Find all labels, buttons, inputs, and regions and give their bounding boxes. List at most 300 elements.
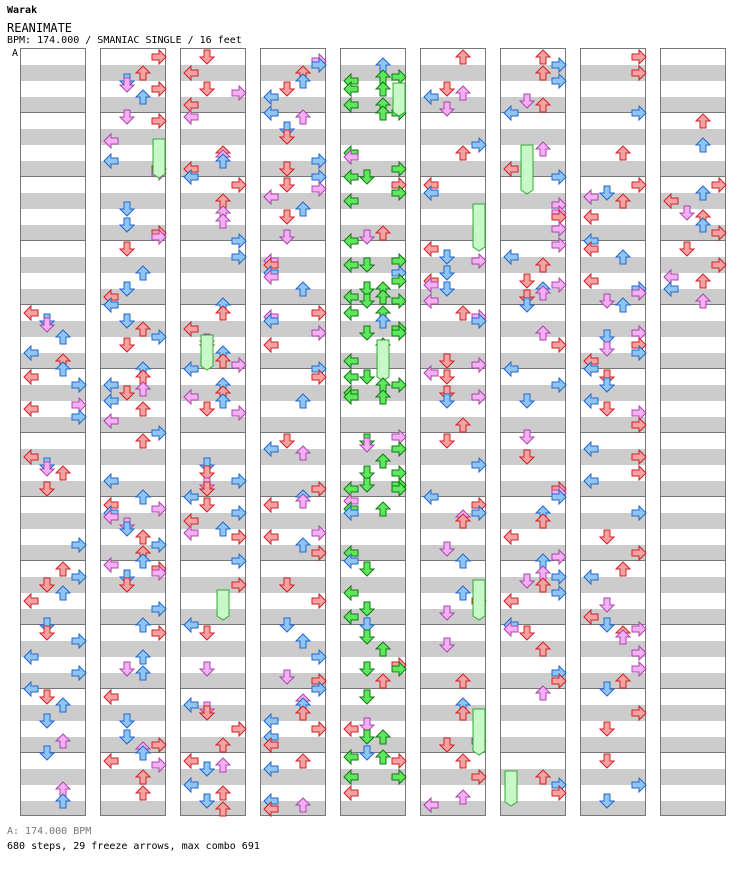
up-arrow-icon (456, 706, 470, 720)
down-arrow-icon (520, 430, 534, 444)
down-arrow-icon (40, 626, 54, 640)
right-arrow-icon (632, 706, 646, 720)
left-arrow-icon (104, 414, 118, 428)
down-arrow-icon (40, 578, 54, 592)
right-arrow-icon (552, 238, 566, 252)
chart-column (20, 48, 86, 816)
left-arrow-icon (584, 570, 598, 584)
down-arrow-icon (440, 638, 454, 652)
left-arrow-icon (184, 110, 198, 124)
up-arrow-icon (136, 666, 150, 680)
down-arrow-icon (120, 282, 134, 296)
right-arrow-icon (312, 546, 326, 560)
up-arrow-icon (296, 394, 310, 408)
down-arrow-icon (40, 714, 54, 728)
down-arrow-icon (280, 130, 294, 144)
up-arrow-icon (296, 446, 310, 460)
note-layer (261, 49, 327, 817)
down-arrow-icon (440, 282, 454, 296)
down-arrow-icon (360, 438, 374, 452)
right-arrow-icon (312, 182, 326, 196)
note-layer (181, 49, 247, 817)
left-arrow-icon (184, 66, 198, 80)
right-arrow-icon (72, 410, 86, 424)
note-layer (21, 49, 87, 817)
right-arrow-icon (152, 758, 166, 772)
up-arrow-icon (216, 354, 230, 368)
left-arrow-icon (664, 282, 678, 296)
freeze-arrow-icon (473, 580, 485, 620)
left-arrow-icon (24, 402, 38, 416)
right-arrow-icon (232, 234, 246, 248)
down-arrow-icon (280, 578, 294, 592)
right-arrow-icon (72, 634, 86, 648)
note-layer (661, 49, 727, 817)
up-arrow-icon (296, 754, 310, 768)
left-arrow-icon (104, 474, 118, 488)
up-arrow-icon (536, 578, 550, 592)
up-arrow-icon (216, 738, 230, 752)
left-arrow-icon (184, 698, 198, 712)
down-arrow-icon (280, 670, 294, 684)
down-arrow-icon (440, 370, 454, 384)
left-arrow-icon (264, 190, 278, 204)
left-arrow-icon (504, 530, 518, 544)
down-arrow-icon (360, 630, 374, 644)
left-arrow-icon (424, 242, 438, 256)
chart-column (340, 48, 406, 816)
right-arrow-icon (392, 294, 406, 308)
down-arrow-icon (440, 434, 454, 448)
down-arrow-icon (120, 338, 134, 352)
up-arrow-icon (216, 306, 230, 320)
right-arrow-icon (632, 178, 646, 192)
right-arrow-icon (712, 178, 726, 192)
up-arrow-icon (536, 142, 550, 156)
up-arrow-icon (376, 290, 390, 304)
down-arrow-icon (200, 762, 214, 776)
step-statistics: 680 steps, 29 freeze arrows, max combo 691 (7, 841, 260, 852)
left-arrow-icon (24, 594, 38, 608)
down-arrow-icon (600, 294, 614, 308)
down-arrow-icon (200, 662, 214, 676)
down-arrow-icon (40, 746, 54, 760)
down-arrow-icon (360, 326, 374, 340)
down-arrow-icon (440, 394, 454, 408)
up-arrow-icon (456, 586, 470, 600)
up-arrow-icon (136, 786, 150, 800)
up-arrow-icon (616, 674, 630, 688)
up-arrow-icon (136, 650, 150, 664)
note-layer (581, 49, 647, 817)
up-arrow-icon (216, 802, 230, 816)
down-arrow-icon (360, 746, 374, 760)
left-arrow-icon (104, 394, 118, 408)
down-arrow-icon (360, 730, 374, 744)
left-arrow-icon (24, 682, 38, 696)
right-arrow-icon (632, 622, 646, 636)
right-arrow-icon (232, 358, 246, 372)
up-arrow-icon (456, 306, 470, 320)
down-arrow-icon (280, 618, 294, 632)
up-arrow-icon (136, 66, 150, 80)
up-arrow-icon (56, 562, 70, 576)
up-arrow-icon (56, 586, 70, 600)
artist-name: Warak (7, 5, 38, 16)
down-arrow-icon (440, 82, 454, 96)
right-arrow-icon (632, 506, 646, 520)
right-arrow-icon (152, 538, 166, 552)
left-arrow-icon (104, 558, 118, 572)
right-arrow-icon (552, 378, 566, 392)
left-arrow-icon (104, 690, 118, 704)
up-arrow-icon (296, 74, 310, 88)
up-arrow-icon (296, 202, 310, 216)
right-arrow-icon (232, 506, 246, 520)
left-arrow-icon (24, 346, 38, 360)
up-arrow-icon (456, 50, 470, 64)
down-arrow-icon (200, 482, 214, 496)
right-arrow-icon (232, 578, 246, 592)
left-arrow-icon (344, 786, 358, 800)
down-arrow-icon (520, 394, 534, 408)
up-arrow-icon (456, 674, 470, 688)
freeze-arrow-icon (521, 145, 533, 194)
down-arrow-icon (600, 722, 614, 736)
down-arrow-icon (360, 478, 374, 492)
up-arrow-icon (296, 110, 310, 124)
right-arrow-icon (232, 474, 246, 488)
right-arrow-icon (72, 378, 86, 392)
right-arrow-icon (232, 86, 246, 100)
right-arrow-icon (312, 722, 326, 736)
up-arrow-icon (536, 66, 550, 80)
left-arrow-icon (504, 106, 518, 120)
left-arrow-icon (264, 714, 278, 728)
left-arrow-icon (24, 306, 38, 320)
up-arrow-icon (616, 562, 630, 576)
up-arrow-icon (136, 322, 150, 336)
up-arrow-icon (56, 362, 70, 376)
down-arrow-icon (600, 794, 614, 808)
left-arrow-icon (504, 362, 518, 376)
left-arrow-icon (104, 754, 118, 768)
right-arrow-icon (552, 74, 566, 88)
up-arrow-icon (536, 514, 550, 528)
left-arrow-icon (424, 366, 438, 380)
right-arrow-icon (152, 502, 166, 516)
left-arrow-icon (344, 258, 358, 272)
right-arrow-icon (312, 650, 326, 664)
up-arrow-icon (136, 490, 150, 504)
up-arrow-icon (136, 530, 150, 544)
left-arrow-icon (264, 762, 278, 776)
right-arrow-icon (632, 450, 646, 464)
up-arrow-icon (376, 674, 390, 688)
left-arrow-icon (424, 490, 438, 504)
left-arrow-icon (104, 154, 118, 168)
up-arrow-icon (536, 686, 550, 700)
left-arrow-icon (504, 162, 518, 176)
right-arrow-icon (632, 50, 646, 64)
freeze-arrow-icon (473, 204, 485, 251)
down-arrow-icon (360, 370, 374, 384)
left-arrow-icon (344, 194, 358, 208)
down-arrow-icon (360, 662, 374, 676)
up-arrow-icon (376, 502, 390, 516)
down-arrow-icon (600, 402, 614, 416)
chart-column (500, 48, 566, 816)
down-arrow-icon (600, 378, 614, 392)
right-arrow-icon (552, 170, 566, 184)
right-arrow-icon (72, 570, 86, 584)
left-arrow-icon (264, 338, 278, 352)
down-arrow-icon (280, 162, 294, 176)
down-arrow-icon (440, 102, 454, 116)
right-arrow-icon (232, 178, 246, 192)
left-arrow-icon (344, 290, 358, 304)
right-arrow-icon (232, 530, 246, 544)
right-arrow-icon (712, 258, 726, 272)
down-arrow-icon (600, 342, 614, 356)
right-arrow-icon (552, 550, 566, 564)
up-arrow-icon (696, 274, 710, 288)
down-arrow-icon (120, 578, 134, 592)
right-arrow-icon (152, 602, 166, 616)
left-arrow-icon (584, 210, 598, 224)
right-arrow-icon (392, 770, 406, 784)
up-arrow-icon (296, 538, 310, 552)
up-arrow-icon (376, 642, 390, 656)
up-arrow-icon (376, 314, 390, 328)
freeze-arrow-icon (377, 340, 389, 381)
left-arrow-icon (184, 322, 198, 336)
note-layer (341, 49, 407, 817)
up-arrow-icon (616, 194, 630, 208)
down-arrow-icon (520, 274, 534, 288)
up-arrow-icon (616, 250, 630, 264)
up-arrow-icon (376, 730, 390, 744)
up-arrow-icon (456, 754, 470, 768)
left-arrow-icon (184, 618, 198, 632)
down-arrow-icon (680, 206, 694, 220)
right-arrow-icon (312, 154, 326, 168)
right-arrow-icon (632, 418, 646, 432)
note-layer (421, 49, 487, 817)
down-arrow-icon (520, 574, 534, 588)
right-arrow-icon (552, 338, 566, 352)
down-arrow-icon (360, 170, 374, 184)
up-arrow-icon (536, 98, 550, 112)
down-arrow-icon (360, 294, 374, 308)
left-arrow-icon (104, 378, 118, 392)
right-arrow-icon (712, 226, 726, 240)
up-arrow-icon (216, 214, 230, 228)
left-arrow-icon (584, 274, 598, 288)
down-arrow-icon (440, 738, 454, 752)
left-arrow-icon (184, 526, 198, 540)
down-arrow-icon (520, 94, 534, 108)
up-arrow-icon (536, 50, 550, 64)
bpm-summary: A: 174.000 BPM (7, 826, 92, 837)
up-arrow-icon (376, 454, 390, 468)
up-arrow-icon (536, 326, 550, 340)
down-arrow-icon (440, 354, 454, 368)
down-arrow-icon (40, 462, 54, 476)
down-arrow-icon (120, 386, 134, 400)
left-arrow-icon (344, 306, 358, 320)
down-arrow-icon (280, 178, 294, 192)
left-arrow-icon (344, 354, 358, 368)
right-arrow-icon (392, 162, 406, 176)
left-arrow-icon (584, 190, 598, 204)
note-layer (101, 49, 167, 817)
left-arrow-icon (584, 474, 598, 488)
up-arrow-icon (456, 790, 470, 804)
up-arrow-icon (296, 706, 310, 720)
up-arrow-icon (376, 106, 390, 120)
chart-column (420, 48, 486, 816)
right-arrow-icon (552, 58, 566, 72)
chart-column (580, 48, 646, 816)
down-arrow-icon (440, 542, 454, 556)
up-arrow-icon (696, 186, 710, 200)
up-arrow-icon (376, 750, 390, 764)
chart-column (660, 48, 726, 816)
right-arrow-icon (312, 306, 326, 320)
left-arrow-icon (424, 90, 438, 104)
down-arrow-icon (280, 434, 294, 448)
up-arrow-icon (136, 90, 150, 104)
up-arrow-icon (296, 798, 310, 812)
right-arrow-icon (152, 330, 166, 344)
up-arrow-icon (136, 266, 150, 280)
left-arrow-icon (664, 194, 678, 208)
down-arrow-icon (200, 402, 214, 416)
up-arrow-icon (696, 114, 710, 128)
right-arrow-icon (552, 570, 566, 584)
right-arrow-icon (392, 378, 406, 392)
left-arrow-icon (344, 722, 358, 736)
down-arrow-icon (40, 318, 54, 332)
down-arrow-icon (520, 626, 534, 640)
right-arrow-icon (72, 666, 86, 680)
right-arrow-icon (552, 222, 566, 236)
right-arrow-icon (232, 722, 246, 736)
up-arrow-icon (296, 282, 310, 296)
down-arrow-icon (600, 186, 614, 200)
up-arrow-icon (376, 390, 390, 404)
right-arrow-icon (392, 754, 406, 768)
down-arrow-icon (280, 82, 294, 96)
left-arrow-icon (24, 450, 38, 464)
left-arrow-icon (264, 106, 278, 120)
down-arrow-icon (360, 690, 374, 704)
down-arrow-icon (600, 618, 614, 632)
down-arrow-icon (280, 230, 294, 244)
right-arrow-icon (472, 358, 486, 372)
left-arrow-icon (344, 234, 358, 248)
chart-column (260, 48, 326, 816)
up-arrow-icon (456, 418, 470, 432)
down-arrow-icon (200, 706, 214, 720)
right-arrow-icon (152, 82, 166, 96)
right-arrow-icon (632, 466, 646, 480)
left-arrow-icon (344, 770, 358, 784)
up-arrow-icon (456, 86, 470, 100)
up-arrow-icon (216, 786, 230, 800)
right-arrow-icon (472, 390, 486, 404)
up-arrow-icon (536, 258, 550, 272)
right-arrow-icon (232, 250, 246, 264)
right-arrow-icon (552, 278, 566, 292)
down-arrow-icon (200, 50, 214, 64)
left-arrow-icon (24, 650, 38, 664)
down-arrow-icon (40, 690, 54, 704)
freeze-arrow-icon (217, 590, 229, 620)
down-arrow-icon (200, 626, 214, 640)
up-arrow-icon (536, 642, 550, 656)
left-arrow-icon (184, 390, 198, 404)
down-arrow-icon (120, 714, 134, 728)
down-arrow-icon (200, 498, 214, 512)
down-arrow-icon (120, 522, 134, 536)
down-arrow-icon (120, 110, 134, 124)
right-arrow-icon (152, 626, 166, 640)
right-arrow-icon (472, 138, 486, 152)
left-arrow-icon (264, 442, 278, 456)
down-arrow-icon (600, 682, 614, 696)
up-arrow-icon (136, 382, 150, 396)
up-arrow-icon (56, 794, 70, 808)
right-arrow-icon (392, 70, 406, 84)
left-arrow-icon (24, 370, 38, 384)
up-arrow-icon (696, 218, 710, 232)
left-arrow-icon (584, 442, 598, 456)
down-arrow-icon (120, 730, 134, 744)
right-arrow-icon (312, 594, 326, 608)
right-arrow-icon (152, 50, 166, 64)
left-arrow-icon (344, 98, 358, 112)
down-arrow-icon (120, 202, 134, 216)
left-arrow-icon (344, 170, 358, 184)
down-arrow-icon (360, 602, 374, 616)
left-arrow-icon (184, 754, 198, 768)
right-arrow-icon (152, 114, 166, 128)
up-arrow-icon (296, 634, 310, 648)
right-arrow-icon (632, 646, 646, 660)
down-arrow-icon (120, 314, 134, 328)
left-arrow-icon (424, 294, 438, 308)
up-arrow-icon (136, 434, 150, 448)
freeze-arrow-icon (505, 771, 517, 806)
left-arrow-icon (504, 594, 518, 608)
up-arrow-icon (136, 402, 150, 416)
down-arrow-icon (680, 242, 694, 256)
left-arrow-icon (104, 134, 118, 148)
left-arrow-icon (184, 362, 198, 376)
down-arrow-icon (200, 82, 214, 96)
down-arrow-icon (200, 794, 214, 808)
down-arrow-icon (600, 530, 614, 544)
down-arrow-icon (120, 218, 134, 232)
down-arrow-icon (520, 450, 534, 464)
right-arrow-icon (392, 442, 406, 456)
up-arrow-icon (456, 554, 470, 568)
down-arrow-icon (120, 242, 134, 256)
down-arrow-icon (520, 298, 534, 312)
up-arrow-icon (536, 770, 550, 784)
